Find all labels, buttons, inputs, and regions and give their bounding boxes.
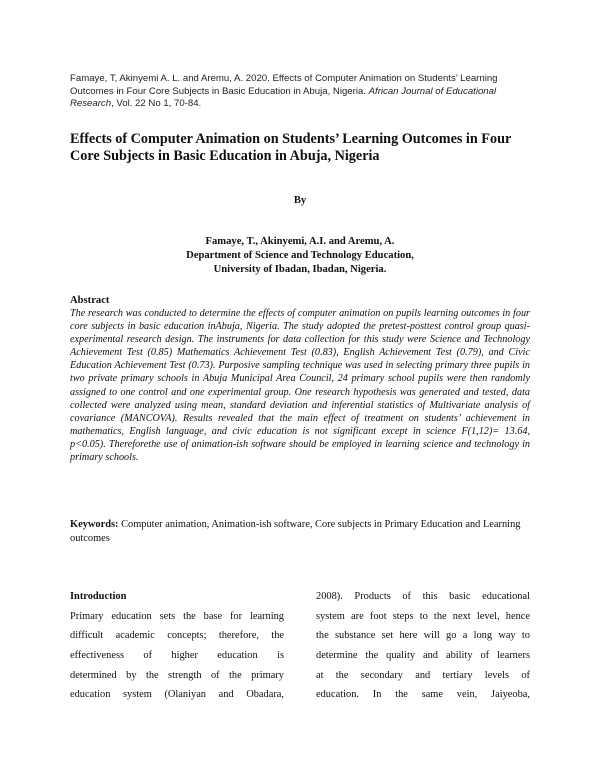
intro-left-line: education system (Olaniyan and Obadara, <box>70 689 284 701</box>
intro-heading: Introduction <box>70 591 127 602</box>
intro-right-column <box>316 587 530 705</box>
author-university: University of Ibadan, Ibadan, Nigeria. <box>213 264 387 275</box>
citation-text: Famaye, T, Akinyemi A. L. and Aremu, A. 2020. Effects of Computer Animation on Students’ Learning Outcomes in Four Core Subjects in Basic Education in Abuja, Nigeria. <box>70 73 498 97</box>
intro-right-line: 2008). Products of this basic educational <box>316 591 530 602</box>
intro-right-line: at the secondary and tertiary levels of <box>316 669 530 681</box>
intro-right-line: the substance set here will go a long way to <box>316 630 530 642</box>
keywords-label: Keywords: <box>70 519 119 530</box>
citation <box>70 73 540 111</box>
author-names: Famaye, T., Akinyemi, A.I. and Aremu, A. <box>205 236 395 247</box>
keywords <box>70 518 530 545</box>
intro-left-line: effectiveness of higher education is <box>70 650 284 662</box>
citation-journal: African Journal of Educational Research <box>70 85 497 110</box>
abstract-body: The research was conducted to determine the effects of computer animation on pupils learning outcomes in four core subjects in basic education inAbuja, Nigeria. The study adopted the pretest-posttest control group quasi-experimental research design. The instruments for data collection for this study were Science and Technology Achievement Test (0.85) Mathematics Achievement Test (0.83), English Achievement Test (0.79), and Civic Education Achievement Test (0.73). Purposive sampling technique was used in selecting primary three pupils in two private primary schools in Abuja Municipal Area Council, 24 primary school pupils were then randomly assigned to one control and one experimental group. One research hypothesis was generated and tested, data collected were analyzed using mean, standard deviation and inferential statistics of Multivariate analysis of covariance (MANCOVA). Results revealed that the main effect of treatment on students’ achievement in mathematics, English language, and civic education is not significant except in science F(1,12)= 13.64, p<0.05). Thereforethe use of animation-ish software should be employed in learning science and technology in primary schools. <box>70 308 530 464</box>
by-line: By <box>293 195 307 206</box>
intro-right-line: determine the quality and ability of learners <box>316 650 530 662</box>
abstract-heading: Abstract <box>70 295 110 306</box>
author-block <box>70 235 530 277</box>
paper-title: Effects of Computer Animation on Students’ Learning Outcomes in Four Core Subjects in Basic Education in Abuja, Nigeria <box>70 131 512 164</box>
intro-left-line: determined by the strength of the primary <box>70 669 284 681</box>
citation-volume: , Vol. 22 No 1, 70-84. <box>111 98 202 110</box>
intro-right-line: system are foot steps to the next level, hence <box>316 610 530 622</box>
intro-left-line: difficult academic concepts; therefore, the <box>70 630 284 642</box>
author-department: Department of Science and Technology Education, <box>186 250 414 261</box>
intro-left-line: Primary education sets the base for learning <box>70 610 284 622</box>
keywords-text: Computer animation, Animation-ish software, Core subjects in Primary Education and Learning outcomes <box>70 519 521 544</box>
intro-left-column <box>70 587 284 705</box>
intro-right-line: education. In the same vein, Jaiyeoba, <box>316 689 530 701</box>
